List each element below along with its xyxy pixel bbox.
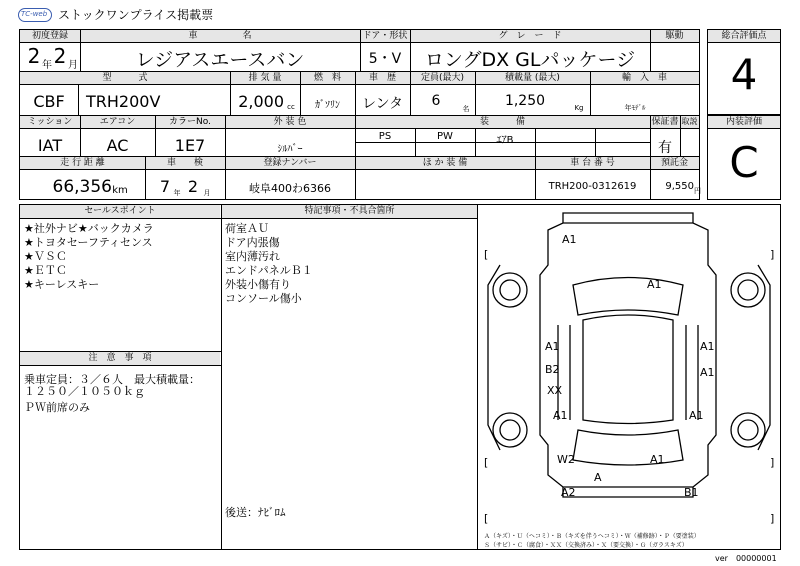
- mileage-unit: km: [112, 185, 128, 196]
- recycle: 9,550: [665, 181, 694, 192]
- label-drive: 駆動: [665, 31, 684, 41]
- door-shape: 5・V: [368, 51, 402, 67]
- first-reg-month-unit: 月: [68, 60, 78, 71]
- plate: 岐阜400わ6366: [249, 182, 331, 195]
- damage-mark: B1: [684, 486, 699, 499]
- label-warranty: 保証書: [651, 117, 679, 127]
- special-note: 荷室ＡＵ: [225, 222, 269, 235]
- label-inspection: 車 検: [166, 158, 203, 168]
- label-first-reg: 初度登録: [31, 31, 68, 41]
- selling-points-title: セールスポイント: [84, 206, 156, 216]
- bracket-left: [: [484, 512, 489, 525]
- note-line: １２５０／１０５０ｋｇ: [24, 385, 145, 398]
- damage-mark: A2: [561, 486, 576, 499]
- damage-mark: A1: [700, 366, 715, 379]
- damage-mark: A1: [545, 340, 560, 353]
- label-manual: 取説: [681, 117, 698, 126]
- equipment-3: ｴｱB: [496, 135, 514, 146]
- selling-point: ★キーレスキー: [24, 278, 100, 291]
- brand-logo: [18, 8, 52, 22]
- damage-mark: A1: [553, 409, 568, 422]
- load-unit: Kg: [574, 104, 584, 112]
- label-recycle: 預託金: [660, 158, 688, 168]
- label-model-name: 車 名: [188, 31, 252, 41]
- damage-mark: XX: [547, 384, 563, 397]
- special-note: コンソール傷小: [225, 292, 302, 305]
- overall-score-label: 総合評価点: [721, 31, 767, 41]
- warranty: 有: [658, 140, 672, 156]
- special-notes-list: [225, 222, 313, 306]
- transmission: IAT: [37, 136, 63, 155]
- page-title: ストックワンプライス掲載票: [58, 8, 214, 22]
- label-capacity: 定員(最大): [420, 73, 465, 83]
- notes-list: [24, 374, 200, 418]
- label-fuel: 燃 料: [313, 73, 341, 83]
- mileage: 66,356: [52, 177, 112, 197]
- model-prefix: CBF: [33, 92, 65, 111]
- label-grade: グ レ ー ド: [498, 31, 562, 41]
- notes-title: 注 意 事 項: [88, 353, 152, 363]
- damage-legend-line: Ａ（キズ）・Ｕ（ヘコミ）・Ｂ（キズを伴うヘコミ）・Ｗ（補修跡）・Ｐ（要塗装）: [484, 533, 700, 540]
- special-note: 室内薄汚れ: [225, 250, 280, 263]
- selling-point: ★社外ナビ★バックカメラ: [24, 222, 154, 235]
- bracket-left: [: [484, 248, 489, 261]
- color-no: 1E7: [174, 136, 206, 155]
- model-name: レジアスエースバン: [135, 49, 305, 71]
- equipment-1: PS: [378, 131, 392, 142]
- equipment-2: PW: [437, 131, 453, 142]
- damage-legend-line: Ｓ（サビ）・Ｃ（腐食）・ＸＸ（交換済み）・Ｘ（要交換）・Ｇ（ガラスキズ）: [484, 542, 688, 549]
- special-notes-title: 特記事項・不具合箇所: [304, 206, 395, 216]
- special-note: エンドパネルＢ１: [225, 264, 313, 277]
- version-label: ver 00000001: [715, 554, 777, 563]
- brand-logo-text: TC-web: [21, 10, 48, 18]
- bracket-right: ]: [770, 512, 775, 525]
- first-reg-month: 2: [53, 44, 67, 68]
- overall-score: 4: [730, 50, 758, 99]
- vehicle-diagram: [478, 205, 780, 535]
- damage-mark: A: [594, 471, 602, 484]
- label-plate: 登録ナンバー: [263, 158, 317, 168]
- first-reg-year: 2: [27, 44, 41, 68]
- model-code: TRH200V: [86, 92, 161, 111]
- special-notes-footer: 後送：ﾅﾋﾞﾛﾑ: [225, 506, 286, 519]
- bracket-left: [: [484, 456, 489, 469]
- fuel: ｶﾞｿﾘﾝ: [315, 100, 340, 111]
- import-note: 年ﾓﾃﾞﾙ: [624, 104, 646, 112]
- label-displacement: 排 気 量: [248, 73, 282, 83]
- interior-score: C: [729, 138, 759, 187]
- special-note: 外装小傷有り: [225, 278, 291, 291]
- label-color-no: カラーNo.: [169, 117, 211, 127]
- damage-mark: A1: [700, 340, 715, 353]
- label-mileage: 走 行 距 離: [60, 158, 105, 168]
- aircon: AC: [106, 136, 129, 155]
- displacement: 2,000: [238, 92, 284, 111]
- bracket-right: ]: [770, 456, 775, 469]
- label-equipment: 装 備: [479, 117, 525, 127]
- label-other-equipment: ほ か 装 備: [422, 158, 468, 168]
- label-import: 輸 入 車: [621, 73, 667, 83]
- label-transmission: ミッション: [27, 117, 73, 127]
- selling-point: ★ＥＴＣ: [24, 264, 67, 277]
- recycle-unit: 円: [694, 187, 701, 195]
- inspection-year: 7: [159, 177, 171, 196]
- bracket-right: ]: [770, 248, 775, 261]
- label-model: 型 式: [102, 73, 148, 83]
- first-reg-year-unit: 年: [42, 60, 52, 71]
- chassis: TRH200-0312619: [548, 181, 637, 192]
- capacity-unit: 名: [462, 105, 470, 113]
- displacement-unit: cc: [287, 103, 295, 111]
- special-note: ドア内張傷: [225, 236, 280, 249]
- capacity: 6: [431, 93, 441, 109]
- inspection-month: 2: [187, 177, 199, 196]
- selling-point: ★ＶＳＣ: [24, 250, 67, 263]
- label-exterior-color: 外 装 色: [273, 117, 307, 127]
- history: レンタ: [361, 96, 404, 112]
- load: 1,250: [504, 93, 546, 109]
- exterior-color: ｼﾙﾊﾞｰ: [277, 144, 303, 155]
- damage-mark: B2: [545, 363, 560, 376]
- damage-mark: A1: [562, 233, 577, 246]
- label-door-shape: ドア・形状: [362, 31, 408, 41]
- damage-mark: W2: [557, 453, 575, 466]
- damage-mark: A1: [647, 278, 662, 291]
- damage-mark: A1: [689, 409, 704, 422]
- selling-points-list: [24, 222, 154, 292]
- label-history: 車 歴: [368, 73, 396, 83]
- note-line: 乗車定員：３／６人 最大積載量：: [24, 373, 200, 386]
- note-line: ＰＷ前席のみ: [24, 401, 90, 414]
- label-aircon: エアコン: [99, 117, 136, 127]
- label-load: 積載量 (最大): [505, 73, 560, 83]
- interior-score-label: 内装評価: [725, 117, 762, 127]
- label-chassis: 車 台 番 号: [570, 158, 615, 168]
- grade: ロングDX GLパッケージ: [424, 49, 636, 71]
- inspection-month-unit: 月: [203, 189, 211, 197]
- selling-point: ★トヨタセーフティセンス: [24, 236, 153, 249]
- damage-mark: A1: [650, 453, 665, 466]
- inspection-year-unit: 年: [173, 189, 181, 197]
